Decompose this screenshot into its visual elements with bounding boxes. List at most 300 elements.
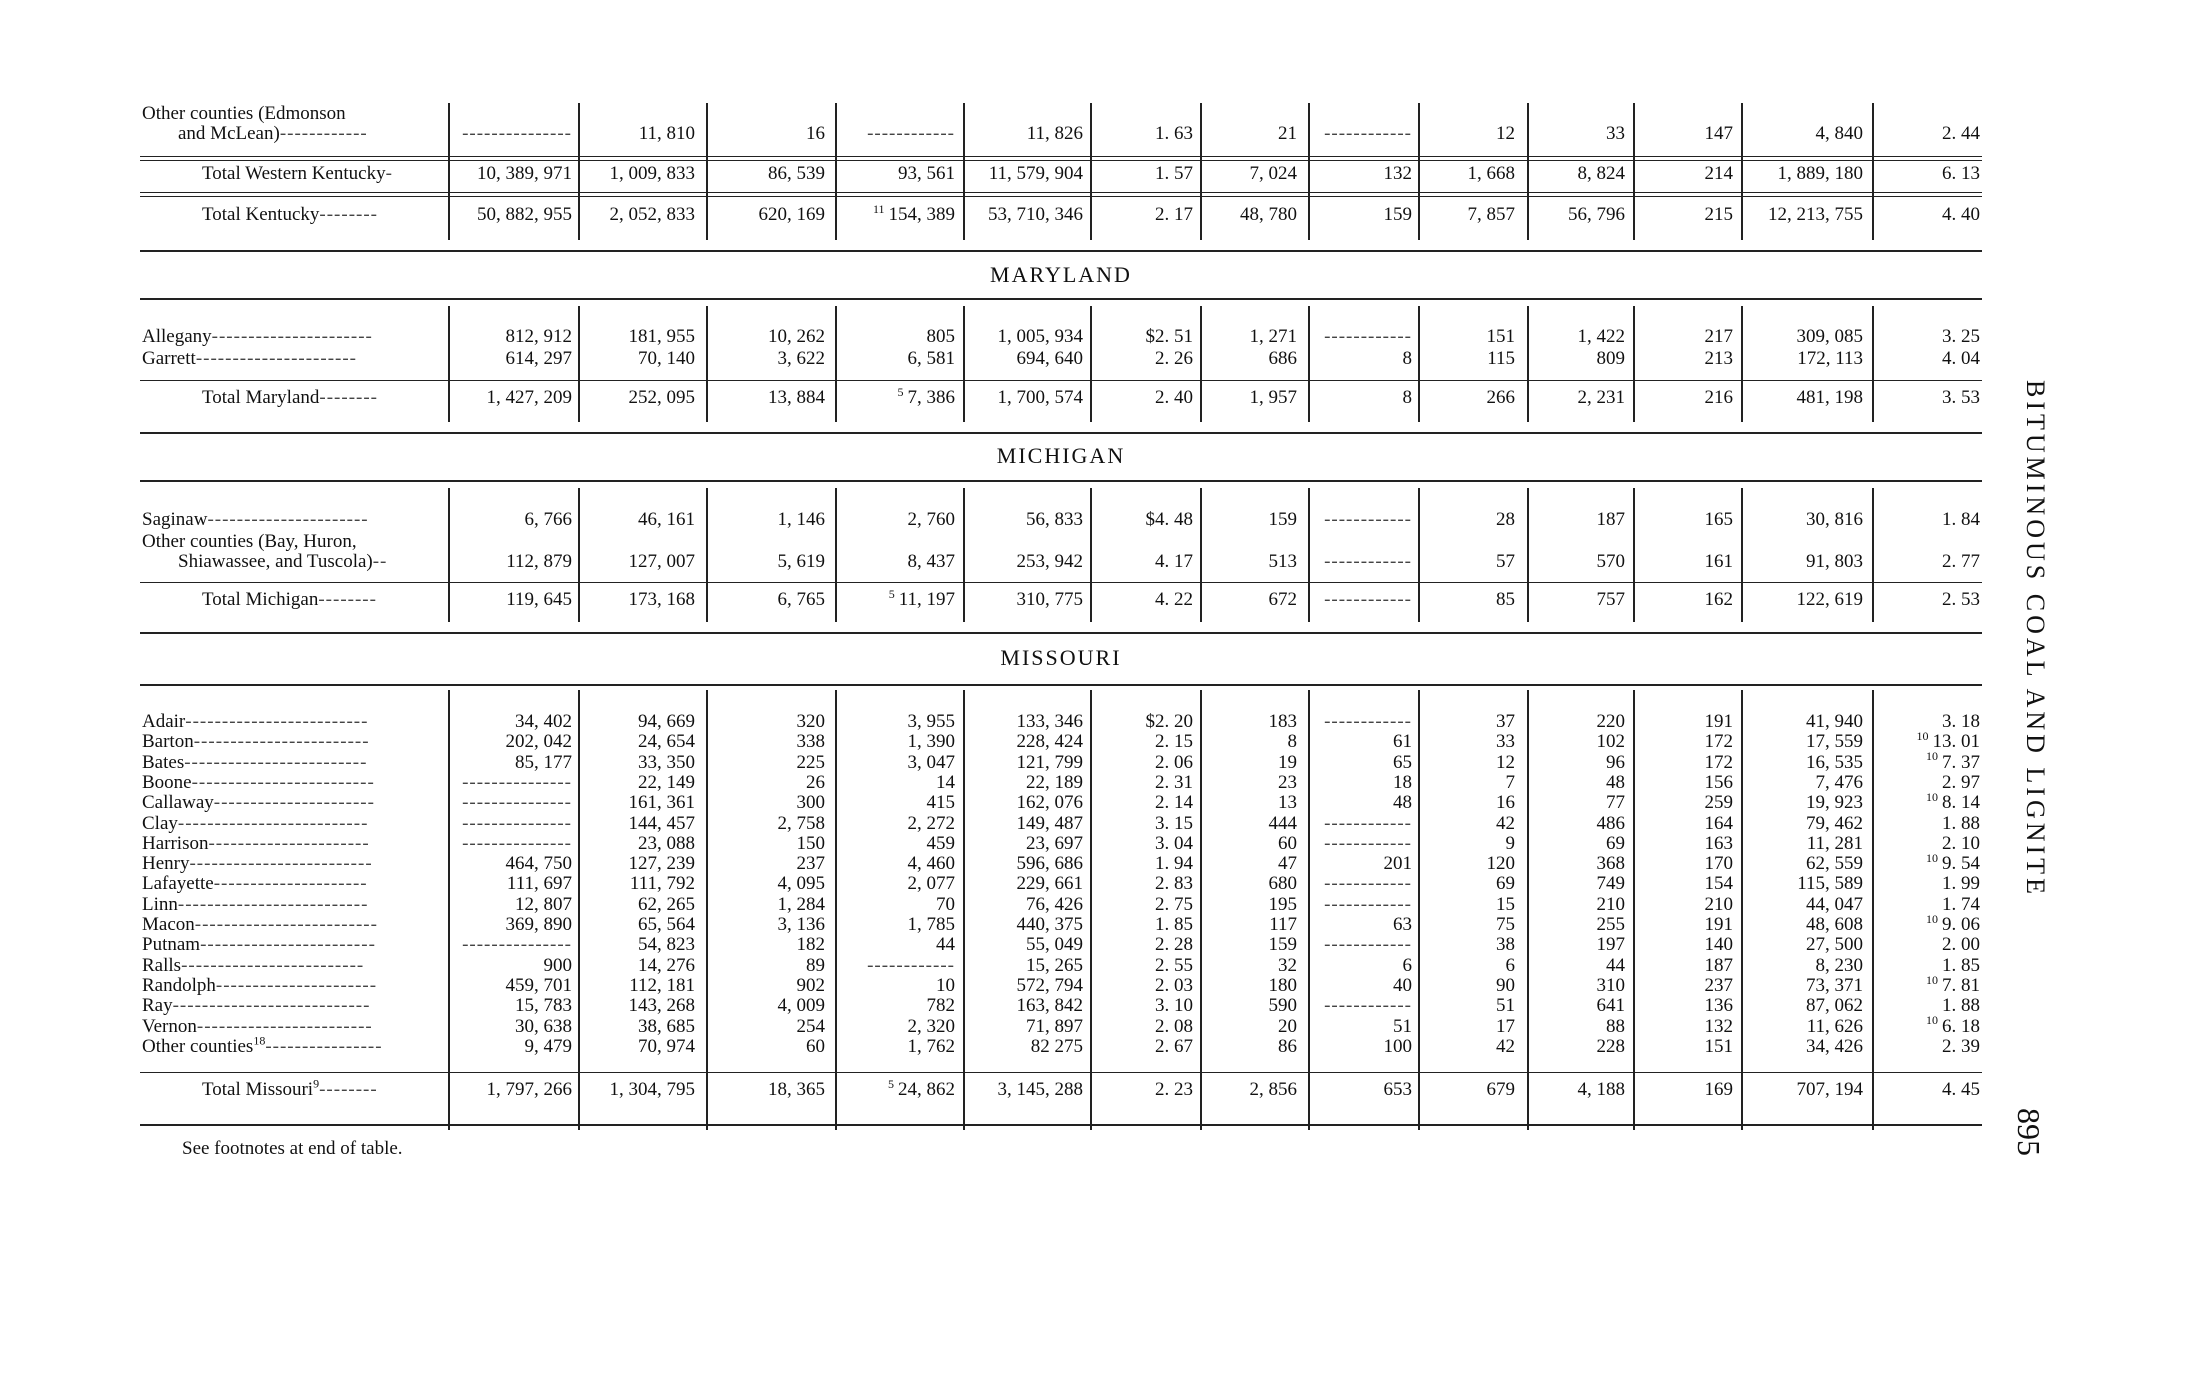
cell-value: 132 [1704,1015,1733,1037]
cell-value: 14, 276 [638,954,695,976]
cell-value: 2. 77 [1942,551,1980,572]
cell-value: 112, 181 [629,974,695,996]
cell-value: 13. 01 [1932,731,1980,753]
cell-value: 22, 189 [1026,771,1083,793]
cell-value: 91, 803 [1806,551,1863,572]
empty-cell-dashes: ------------ [1324,711,1412,732]
row-label-text: Ray [142,995,173,1017]
table-cell [1745,1078,1980,1102]
cell-value: 641 [1596,995,1625,1017]
cell-value: 37 [1496,711,1515,732]
dot-leader: -------------------------- [177,812,369,834]
cell-value: 16 [806,123,825,144]
row-label-text: Bates [142,751,185,773]
cell-value: 679 [1486,1079,1515,1100]
cell-value: 30, 816 [1806,509,1863,530]
cell-value: 182 [796,934,825,956]
cell-value: 163 [1704,832,1733,854]
cell-value: 4. 40 [1942,204,1980,225]
cell-value: 191 [1704,914,1733,935]
row-label-text: Lafayette [142,873,214,895]
cell-value: 300 [796,792,825,814]
cell-value: 151 [1704,1035,1733,1057]
cell-value: 7, 024 [1249,163,1297,184]
cell-value: 2. 26 [1155,348,1193,369]
cell-value: 162 [1704,589,1733,610]
table-cell [1745,386,1980,410]
cell-value: 368 [1596,853,1625,875]
cell-value: 749 [1596,873,1625,895]
empty-cell-dashes: --------------- [462,771,572,793]
cell-value: 16 [1496,792,1515,814]
cell-value: 169 [1704,1079,1733,1100]
cell-value: 214 [1704,163,1733,184]
cell-value: 65 [1393,751,1412,773]
cell-value: 4, 188 [1577,1079,1625,1100]
cell-value: 1, 284 [777,893,825,915]
cell-value: 48 [1393,792,1412,814]
cell-value: 237 [796,853,825,875]
cell-value: 2. 15 [1155,731,1193,753]
cell-value: 6. 13 [1942,163,1980,184]
row-label-text: Total Western Kentucky [202,163,386,184]
footnote-ref: 10 [1926,972,1938,987]
rule-line [140,684,1982,686]
cell-value: 225 [796,751,825,773]
table-cell [1745,162,1980,186]
cell-value: 464, 750 [505,853,572,875]
cell-value: 1. 88 [1942,995,1980,1017]
cell-value: 2. 08 [1155,1015,1193,1037]
cell-value: 143, 268 [628,995,695,1017]
cell-value: 38 [1496,934,1515,956]
cell-value: 60 [806,1035,825,1057]
cell-value: 62, 559 [1806,853,1863,875]
cell-value: 237 [1704,974,1733,996]
row-label-text: Garrett [142,348,196,369]
cell-value: 253, 942 [1016,551,1083,572]
rule-line [140,480,1982,482]
row-label [178,550,483,574]
cell-value: 590 [1268,995,1297,1017]
cell-value: 369, 890 [505,914,572,935]
cell-value: 195 [1268,893,1297,915]
cell-value: 197 [1596,934,1625,956]
cell-value: 75 [1496,914,1515,935]
cell-value: 51 [1496,995,1515,1017]
cell-value: 2. 23 [1155,1079,1193,1100]
empty-cell-dashes: ------------ [1324,123,1412,144]
cell-value: 133, 346 [1016,711,1083,732]
cell-value: 63 [1393,914,1412,935]
cell-value: 1, 427, 209 [486,387,572,408]
cell-value: 5, 619 [777,551,825,572]
cell-value: 70, 140 [638,348,695,369]
cell-value: 180 [1268,974,1297,996]
cell-value: 229, 661 [1016,873,1083,895]
rule-line [140,156,1982,157]
row-label-text: Ralls [142,954,182,976]
empty-cell-dashes: --------------- [462,123,572,144]
cell-value: 2, 758 [777,812,825,834]
cell-value: 69 [1496,873,1515,895]
dot-leader: -------------------------- [177,893,369,915]
cell-value: 2. 06 [1155,751,1193,773]
rule-line [140,380,1982,381]
section-heading: MISSOURI [1000,645,1122,670]
cell-value: 486 [1596,812,1625,834]
cell-value: 173, 168 [628,589,695,610]
table-cell [1745,508,1980,532]
cell-value: 3, 622 [777,348,825,369]
dot-leader: ------------------------- [191,771,375,793]
cell-value: 12 [1496,751,1515,773]
cell-value: 1, 889, 180 [1777,163,1863,184]
dot-leader: - [385,163,393,184]
cell-value: 48, 780 [1240,204,1297,225]
cell-value: 73, 371 [1806,974,1863,996]
cell-value: 15, 265 [1026,954,1083,976]
cell-value: 13, 884 [768,387,825,408]
cell-value: 12, 213, 755 [1768,204,1863,225]
cell-value: 76, 426 [1026,893,1083,915]
cell-value: 32 [1278,954,1297,976]
cell-value: 19, 923 [1806,792,1863,814]
cell-value: 3, 136 [777,914,825,935]
empty-cell-dashes: ------------ [1324,509,1412,530]
cell-value: 210 [1596,893,1625,915]
cell-value: 2. 75 [1155,893,1193,915]
cell-value: 111, 792 [629,873,695,895]
cell-value: 2. 00 [1942,934,1980,956]
cell-value: 8 [1402,348,1412,369]
cell-value: 6 [1402,954,1412,976]
cell-value: 444 [1268,812,1297,834]
cell-value: 111, 697 [506,873,572,895]
row-label-text: Callaway [142,792,214,814]
dot-leader: ------------------------- [189,853,373,875]
cell-value: 255 [1596,914,1625,935]
cell-value: 220 [1596,711,1625,732]
row-label-text: Other counties (Bay, Huron, [142,531,357,552]
cell-value: 12 [1496,123,1515,144]
cell-value: 96 [1606,751,1625,773]
cell-value: 680 [1268,873,1297,895]
cell-value: 122, 619 [1796,589,1863,610]
dot-leader: ---------------------- [207,509,369,530]
cell-value: 570 [1596,551,1625,572]
cell-value: 191 [1704,711,1733,732]
cell-value: 2. 14 [1155,792,1193,814]
cell-value: 23 [1278,771,1297,793]
row-label-text: Putnam [142,934,201,956]
cell-value: 18 [1393,771,1412,793]
cell-value: 48, 608 [1806,914,1863,935]
cell-value: 2. 17 [1155,204,1193,225]
cell-value: 266 [1486,387,1515,408]
empty-cell-dashes: ------------ [1324,873,1412,895]
dot-leader: -------- [319,1079,378,1100]
cell-value: $2. 20 [1145,711,1193,732]
cell-value: 87, 062 [1806,995,1863,1017]
rule-line [140,632,1982,634]
footnote-ref: 10 [1926,1013,1938,1028]
empty-cell-dashes: ------------ [1324,589,1412,610]
cell-value: 140 [1704,934,1733,956]
cell-value: 1, 762 [907,1035,955,1057]
cell-value: 1. 74 [1942,893,1980,915]
cell-value: 2. 67 [1155,1035,1193,1057]
cell-value: 1, 785 [907,914,955,935]
cell-value: 1. 94 [1155,853,1193,875]
cell-value: 86, 539 [768,163,825,184]
footnote-ref: 10 [1916,728,1929,743]
cell-value: 1. 85 [1942,954,1980,976]
cell-value: 62, 265 [638,893,695,915]
cell-value: 3. 04 [1155,832,1193,854]
cell-value: 187 [1596,509,1625,530]
cell-value: 1, 390 [907,731,955,753]
cell-value: 79, 462 [1806,812,1863,834]
empty-cell-dashes: --------------- [462,832,572,854]
cell-value: 57 [1496,551,1515,572]
cell-value: 3. 18 [1942,711,1980,732]
cell-value: 440, 375 [1016,914,1083,935]
row-label-text: Vernon [142,1015,197,1037]
cell-value: 9 [1505,832,1515,854]
cell-value: 4, 460 [907,853,955,875]
cell-value: 8 [1402,387,1412,408]
cell-value: 41, 940 [1806,711,1863,732]
cell-value: 1, 009, 833 [609,163,695,184]
cell-value: 1, 668 [1467,163,1515,184]
cell-value: 2. 97 [1942,771,1980,793]
cell-value: 121, 799 [1016,751,1083,773]
row-label-text: and McLean) [178,123,280,144]
cell-value: 115, 589 [1797,873,1863,895]
cell-value: 183 [1268,711,1297,732]
cell-value: 164 [1704,812,1733,834]
cell-value: 8 [1287,731,1297,753]
cell-value: 338 [796,731,825,753]
cell-value: 3. 10 [1155,995,1193,1017]
rule-line [140,196,1982,197]
cell-value: 61 [1393,731,1412,753]
cell-value: 809 [1596,348,1625,369]
cell-value: 85 [1496,589,1515,610]
cell-value: 4. 17 [1155,551,1193,572]
cell-value: 50, 882, 955 [477,204,572,225]
cell-value: 172, 113 [1797,348,1863,369]
cell-value: 8, 230 [1815,954,1863,976]
cell-value: 132 [1383,163,1412,184]
row-label-text: Clay [142,812,178,834]
cell-value: 17 [1496,1015,1515,1037]
cell-value: 201 [1383,853,1412,875]
dot-leader: ---------------------- [215,974,378,996]
cell-value: 8, 437 [907,551,955,572]
cell-value: 1, 005, 934 [997,326,1083,347]
footnote-ref: 10 [1926,911,1938,926]
cell-value: 805 [926,326,955,347]
cell-value: 2. 53 [1942,589,1980,610]
empty-cell-dashes: ------------ [867,123,955,144]
cell-value: 459, 701 [505,974,572,996]
rule-line [140,298,1982,300]
cell-value: 2, 052, 833 [609,204,695,225]
section-heading: MICHIGAN [996,443,1126,468]
cell-value: 119, 645 [506,589,572,610]
cell-value: 2, 077 [907,873,955,895]
cell-value: 4. 04 [1942,348,1980,369]
cell-value: 70, 974 [638,1035,695,1057]
empty-cell-dashes: --------------- [462,812,572,834]
cell-value: 215 [1704,204,1733,225]
cell-value: 161 [1704,551,1733,572]
row-label-text: Other counties (Edmonson [142,103,346,124]
cell-value: 44, 047 [1806,893,1863,915]
cell-value: 159 [1268,509,1297,530]
cell-value: 252, 095 [628,387,695,408]
cell-value: 28 [1496,509,1515,530]
cell-value: 4, 095 [777,873,825,895]
dot-leader: -------- [318,589,377,610]
dot-leader: ------------------------ [200,934,376,956]
row-label-text: Total Maryland [202,387,320,408]
cell-value: 47 [1278,853,1297,875]
cell-value: 8. 14 [1942,792,1980,814]
cell-value: 23, 697 [1026,832,1083,854]
footnote-ref: 5 [897,384,904,399]
rule-line [140,250,1982,252]
table-cell [1745,1035,1980,1059]
cell-value: 11, 579, 904 [988,163,1083,184]
dot-leader: ---------------- [265,1035,383,1057]
cell-value: 3, 955 [907,711,955,732]
cell-value: 2. 39 [1942,1035,1980,1057]
cell-value: 19 [1278,751,1297,773]
cell-value: 112, 879 [506,551,572,572]
footnote-ref: 5 [888,1076,894,1091]
cell-value: 2. 55 [1155,954,1193,976]
cell-value: 2, 320 [907,1015,955,1037]
cell-value: 202, 042 [505,731,572,753]
row-label [178,122,483,146]
cell-value: 149, 487 [1016,812,1083,834]
row-label-text: Total Missouri [202,1079,314,1100]
footnote-ref: 9 [313,1078,320,1091]
rule-line [140,160,1982,161]
cell-value: 7 [1505,771,1515,793]
dot-leader: ---------------------- [211,326,373,347]
cell-value: 1. 88 [1942,812,1980,834]
cell-value: 309, 085 [1796,326,1863,347]
row-label-text: Macon [142,914,195,935]
cell-value: 89 [806,954,825,976]
row-label-text: Allegany [142,326,212,347]
cell-value: 162, 076 [1016,792,1083,814]
cell-value: 210 [1704,893,1733,915]
cell-value: 2. 10 [1942,832,1980,854]
dot-leader: ------------------------- [181,954,365,976]
empty-cell-dashes: ------------ [1324,934,1412,956]
cell-value: 38, 685 [638,1015,695,1037]
cell-value: 7, 386 [907,387,955,408]
row-label-text: Other counties [142,1035,254,1057]
cell-value: 1. 99 [1942,873,1980,895]
cell-value: 90 [1496,974,1515,996]
dot-leader: ------------------------- [185,711,369,732]
row-label-text: Saginaw [142,509,208,530]
row-label-text: Randolph [142,974,216,996]
cell-value: 48 [1606,771,1625,793]
cell-value: 4, 009 [777,995,825,1017]
footnote-ref: 18 [253,1034,266,1048]
cell-value: 757 [1596,589,1625,610]
cell-value: 165 [1704,509,1733,530]
table-cell [1745,325,1980,349]
cell-value: 20 [1278,1015,1297,1037]
cell-value: 320 [796,711,825,732]
dot-leader: ---------------------- [208,832,370,854]
table-cell [1745,550,1980,574]
cell-value: 159 [1268,934,1297,956]
cell-value: 6, 766 [524,509,572,530]
cell-value: 9, 479 [524,1035,572,1057]
cell-value: 102 [1596,731,1625,753]
cell-value: 2, 272 [907,812,955,834]
cell-value: 686 [1268,348,1297,369]
row-label-text: Barton [142,731,194,753]
row-label-text: Henry [142,853,190,875]
cell-value: 228 [1596,1035,1625,1057]
cell-value: 6 [1505,954,1515,976]
cell-value: 21 [1278,123,1297,144]
cell-value: 1. 63 [1155,123,1193,144]
rule-line [140,582,1982,583]
cell-value: 217 [1704,326,1733,347]
cell-value: 900 [543,954,572,976]
cell-value: 187 [1704,954,1733,976]
rule-line [140,1124,1982,1126]
row-label [142,508,447,532]
cell-value: 9. 54 [1942,853,1980,875]
cell-value: 1, 957 [1249,387,1297,408]
cell-value: 15 [1496,893,1515,915]
rule-line [140,432,1982,434]
cell-value: 24, 862 [898,1079,955,1100]
cell-value: 172 [1704,751,1733,773]
cell-value: 170 [1704,853,1733,875]
row-label-text: Total Michigan [202,589,319,610]
cell-value: 154 [1704,873,1733,895]
cell-value: 33 [1606,123,1625,144]
cell-value: 7, 476 [1815,771,1863,793]
cell-value: 127, 007 [628,551,695,572]
cell-value: 17, 559 [1806,731,1863,753]
cell-value: 7. 81 [1942,974,1980,996]
cell-value: 10 [936,974,955,996]
row-label-text: Boone [142,771,192,793]
dot-leader: --------------------------- [172,995,371,1017]
cell-value: 4. 22 [1155,589,1193,610]
footnote-ref: 5 [888,586,895,601]
empty-cell-dashes: ------------ [1324,326,1412,347]
table-cell [1745,122,1980,146]
cell-value: 6, 765 [777,589,825,610]
cell-value: 415 [926,792,955,814]
cell-value: 55, 049 [1026,934,1083,956]
